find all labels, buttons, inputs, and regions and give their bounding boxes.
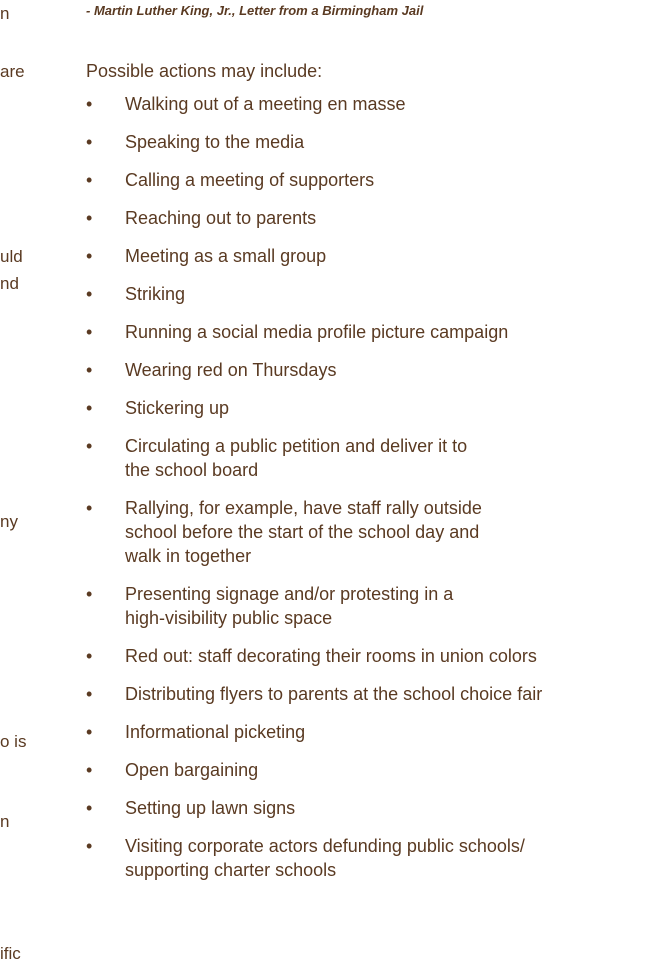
list-item	[86, 206, 646, 230]
action-text-line: Open bargaining	[125, 760, 259, 780]
action-text-line: supporting charter schools	[125, 860, 337, 880]
bullet-icon: •	[86, 798, 93, 818]
left-fragment: ny	[0, 512, 18, 531]
list-item	[86, 320, 646, 344]
bullet-icon: •	[86, 760, 93, 780]
action-text-line: Meeting as a small group	[125, 246, 327, 266]
list-item	[86, 130, 646, 154]
left-fragment: nd	[0, 274, 19, 293]
left-fragment: uld	[0, 247, 23, 266]
action-text-line: Red out: staff decorating their rooms in union colors	[125, 646, 537, 666]
left-fragment: are	[0, 62, 25, 81]
actions-list	[86, 92, 646, 896]
action-text-line: Reaching out to parents	[125, 208, 317, 228]
action-text-line: Circulating a public petition and deliver it to	[125, 436, 468, 456]
bullet-icon: •	[86, 132, 93, 152]
list-item	[86, 358, 646, 382]
actions-intro: Possible actions may include:	[86, 61, 323, 81]
action-text-line: Informational picketing	[125, 722, 306, 742]
left-fragment: n	[0, 812, 10, 831]
action-text-line: Rallying, for example, have staff rally outside	[125, 498, 482, 518]
bullet-icon: •	[86, 436, 93, 456]
left-fragment: n	[0, 4, 10, 23]
bullet-icon: •	[86, 322, 93, 342]
left-column-cut-off-text	[0, 0, 40, 962]
action-text-line: Running a social media profile picture campaign	[125, 322, 509, 342]
action-text-line: Visiting corporate actors defunding public schools/	[125, 836, 525, 856]
bullet-icon: •	[86, 646, 93, 666]
bullet-icon: •	[86, 684, 93, 704]
list-item	[86, 582, 646, 630]
left-fragment: ific	[0, 944, 21, 963]
list-item	[86, 434, 646, 482]
action-text-line: high-visibility public space	[125, 608, 333, 628]
list-item	[86, 168, 646, 192]
action-text-line: Striking	[125, 284, 186, 304]
action-text-line: Walking out of a meeting en masse	[125, 94, 406, 114]
bullet-icon: •	[86, 360, 93, 380]
action-text-line: Setting up lawn signs	[125, 798, 296, 818]
bullet-icon: •	[86, 208, 93, 228]
list-item	[86, 244, 646, 268]
list-item	[86, 758, 646, 782]
bullet-icon: •	[86, 722, 93, 742]
action-text-line: school before the start of the school day and	[125, 522, 480, 542]
list-item	[86, 720, 646, 744]
quote-attribution: - Martin Luther King, Jr., Letter from a Birmingham Jail	[86, 3, 424, 18]
bullet-icon: •	[86, 170, 93, 190]
bullet-icon: •	[86, 284, 93, 304]
list-item	[86, 796, 646, 820]
list-item	[86, 682, 646, 706]
action-text-line: the school board	[125, 460, 259, 480]
action-text-line: Presenting signage and/or protesting in a	[125, 584, 454, 604]
left-fragment: o is	[0, 732, 27, 751]
action-text-line: Speaking to the media	[125, 132, 305, 152]
list-item	[86, 834, 646, 882]
list-item	[86, 92, 646, 116]
bullet-icon: •	[86, 584, 93, 604]
action-text-line: Distributing flyers to parents at the school choice fair	[125, 684, 543, 704]
action-text-line: walk in together	[125, 546, 252, 566]
bullet-icon: •	[86, 398, 93, 418]
action-text-line: Wearing red on Thursdays	[125, 360, 337, 380]
bullet-icon: •	[86, 498, 93, 518]
list-item	[86, 396, 646, 420]
list-item	[86, 644, 646, 668]
bullet-icon: •	[86, 246, 93, 266]
bullet-icon: •	[86, 94, 93, 114]
action-text-line: Calling a meeting of supporters	[125, 170, 375, 190]
bullet-icon: •	[86, 836, 93, 856]
action-text-line: Stickering up	[125, 398, 230, 418]
list-item	[86, 496, 646, 568]
list-item	[86, 282, 646, 306]
